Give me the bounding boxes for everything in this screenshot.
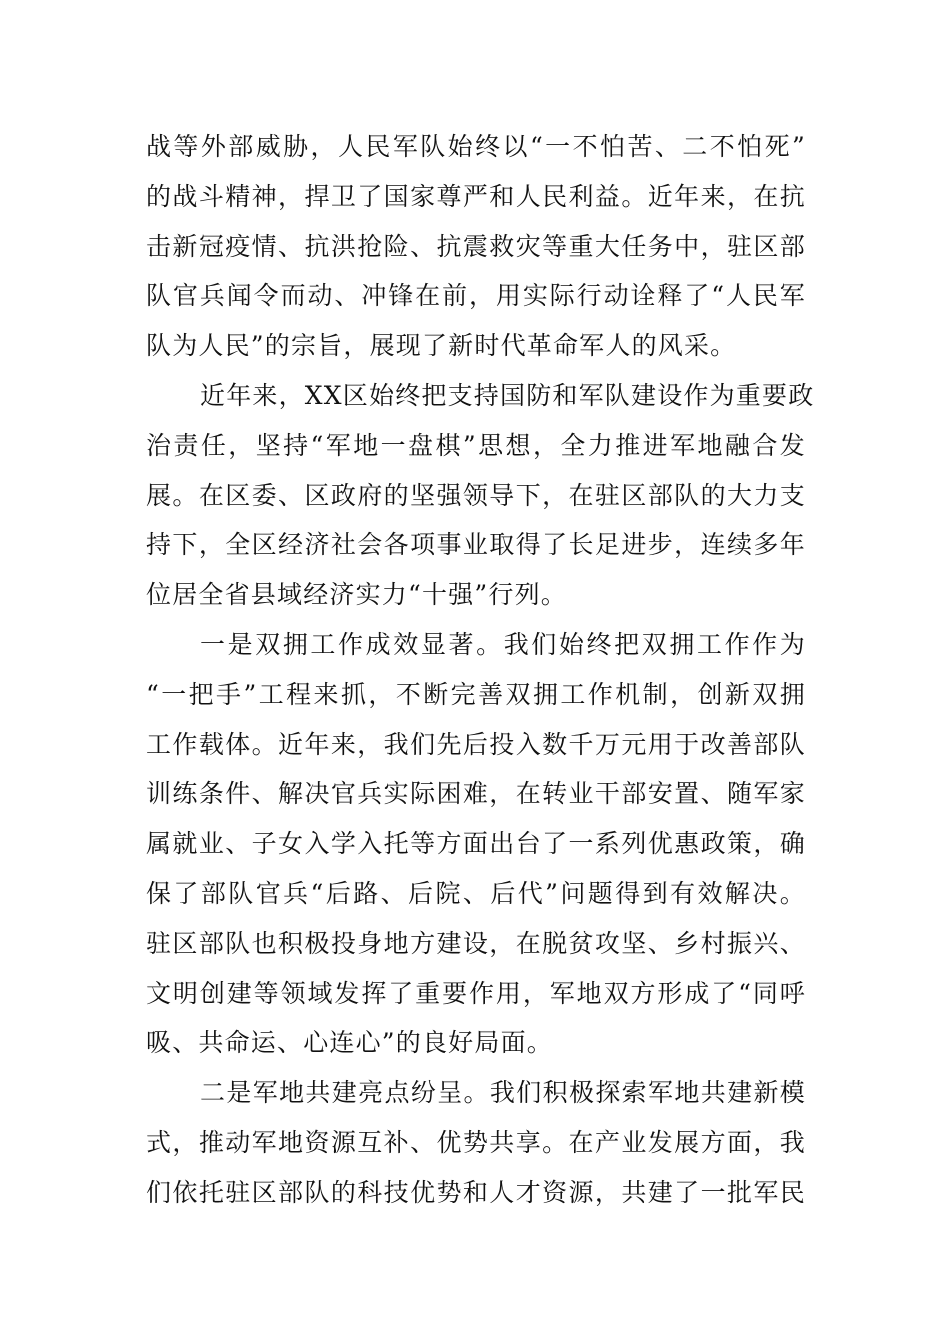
text-line: 式，推动军地资源互补、优势共享。在产业发展方面，我	[146, 1127, 806, 1157]
text-line: 击新冠疫情、抗洪抢险、抗震救灾等重大任务中，驻区部	[146, 231, 806, 261]
text-line: 工作载体。近年来，我们先后投入数千万元用于改善部队	[146, 729, 806, 759]
text-line: 位居全省县域经济实力“十强”行列。	[146, 580, 567, 610]
text-line: 战等外部威胁，人民军队始终以“一不怕苦、二不怕死”	[146, 132, 806, 161]
text-line: 训练条件、解决官兵实际困难，在转业干部安置、随军家	[146, 779, 806, 809]
text-line: 近年来，XX区始终把支持国防和军队建设作为重要政	[200, 380, 815, 410]
text-line: 展。在区委、区政府的坚强领导下，在驻区部队的大力支	[146, 480, 806, 510]
text-line: 二是军地共建亮点纷呈。我们积极探索军地共建新模	[200, 1078, 806, 1108]
text-line: 属就业、子女入学入托等方面出台了一系列优惠政策，确	[146, 829, 806, 859]
paragraph-1	[146, 122, 806, 371]
text-line: 队官兵闻令而动、冲锋在前，用实际行动诠释了“人民军	[146, 281, 806, 311]
text-line: 队为人民”的宗旨，展现了新时代革命军人的风采。	[146, 331, 737, 361]
text-line: 一是双拥工作成效显著。我们始终把双拥工作作为	[200, 629, 806, 659]
text-line: 们依托驻区部队的科技优势和人才资源，共建了一批军民	[146, 1177, 806, 1207]
text-line: 持下，全区经济社会各项事业取得了长足进步，连续多年	[146, 530, 806, 560]
paragraph-2	[146, 371, 815, 620]
text-line: 文明创建等领域发挥了重要作用，军地双方形成了“同呼	[146, 978, 806, 1008]
text-line: 保了部队官兵“后路、后院、后代”问题得到有效解决。	[146, 878, 806, 908]
document-body	[146, 122, 815, 1218]
text-line: 的战斗精神，捍卫了国家尊严和人民利益。近年来，在抗	[146, 181, 806, 211]
text-line: “一把手”工程来抓，不断完善双拥工作机制，创新双拥	[146, 679, 806, 709]
paragraph-4	[146, 1068, 806, 1217]
text-line: 吸、共命运、心连心”的良好局面。	[146, 1028, 553, 1058]
paragraph-3	[146, 620, 806, 1068]
text-line: 驻区部队也积极投身地方建设，在脱贫攻坚、乡村振兴、	[146, 928, 806, 958]
text-line: 治责任，坚持“军地一盘棋”思想，全力推进军地融合发	[146, 430, 806, 460]
